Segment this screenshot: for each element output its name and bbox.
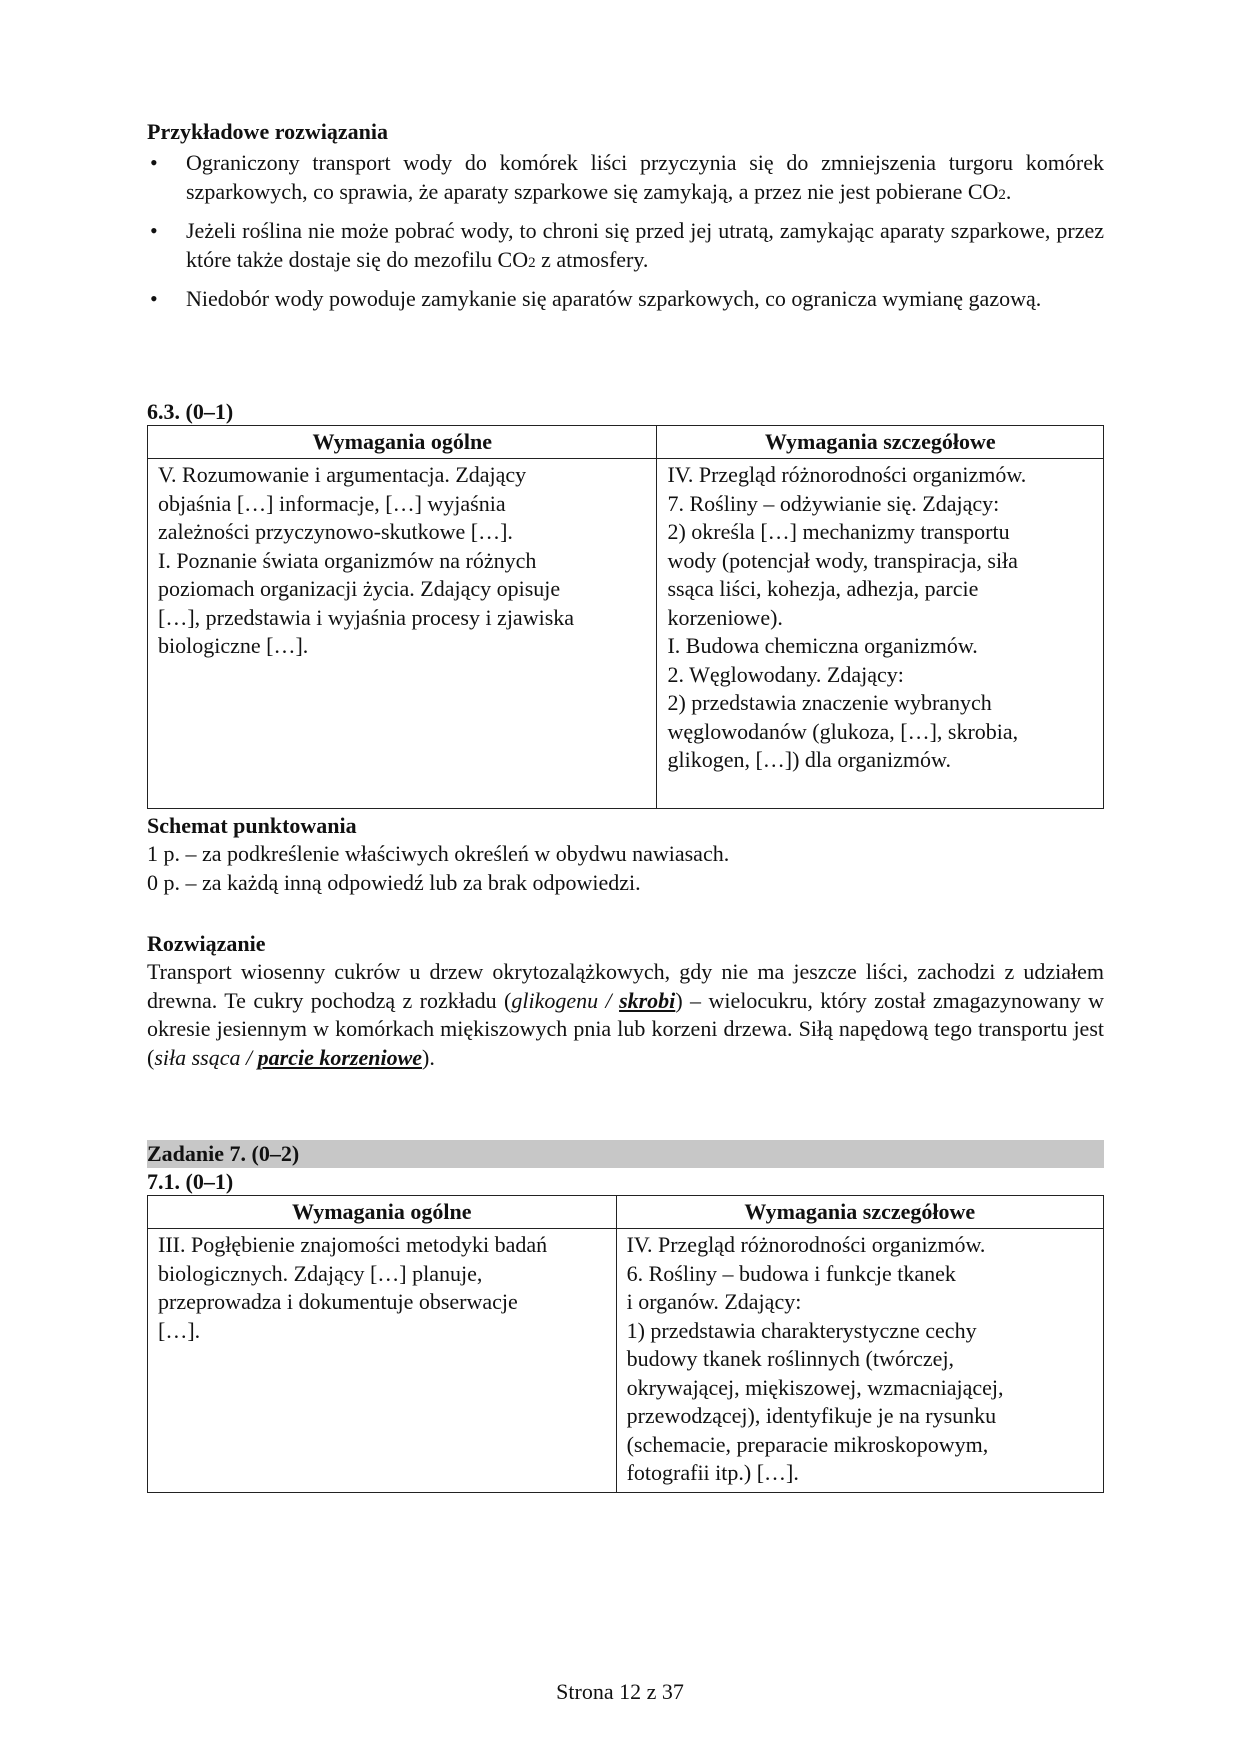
- solution-bullet: • Niedobór wody powoduje zamykanie się aparatów szparkowych, co ogranicza wymianę gazową.: [147, 285, 1104, 314]
- example-solutions-list: [147, 149, 1104, 322]
- scoring-heading: Schemat punktowania: [147, 813, 357, 838]
- specific-requirements-cell: IV. Przegląd różnorodności organizmów. 6. Rośliny – budowa i funkcje tkanek i organów. Zdający: 1) przedstawia charakterystyczne cechy budowy tkanek roślinnych (twórczej, okrywającej, miękiszowej, wzmacniającej, przewodzącej), identyfikuje je na rysunku (schemacie, preparacie mikroskopowym, fotografii itp.) […].: [616, 1229, 1103, 1493]
- specific-requirements-cell: IV. Przegląd różnorodności organizmów. 7. Rośliny – odżywianie się. Zdający: 2) określa […] mechanizmy transportu wody (potencjał wody, transpiracja, siła ssąca liści, kohezja, adhezja, parcie korzeniowe). I. Budowa chemiczna organizmów. 2. Węglowodany. Zdający: 2) przedstawia znaczenie wybranych węglowodanów (glukoza, […], skrobia, glikogen, […]) dla organizmów.: [657, 459, 1104, 809]
- column-header-general: Wymagania ogólne: [148, 1196, 617, 1229]
- option-glikogenu: glikogenu: [511, 987, 599, 1013]
- column-header-general: Wymagania ogólne: [148, 426, 657, 459]
- solution-bullet: • Ograniczony transport wody do komórek liści przyczynia się do zmniejszenia turgoru komórek szparkowych, co sprawia, że aparaty szparkowe się zamykają, a przez nie jest pobierane CO2.: [147, 149, 1104, 209]
- task-7-heading-bar: Zadanie 7. (0–2): [147, 1140, 1104, 1168]
- column-header-specific: Wymagania szczegółowe: [657, 426, 1104, 459]
- task-6-3-label: 6.3. (0–1): [147, 399, 234, 424]
- example-solutions-heading: Przykładowe rozwiązania: [147, 119, 388, 144]
- solution-bullet: • Jeżeli roślina nie może pobrać wody, to chroni się przed jej utratą, zamykając aparaty szparkowe, przez które także dostaje się do mezofilu CO2 z atmosfery.: [147, 217, 1104, 277]
- option-skrobi-selected: skrobi: [619, 987, 676, 1013]
- option-parcie-korzeniowe-selected: parcie korzeniowe: [257, 1044, 423, 1070]
- task-7-1-label: 7.1. (0–1): [147, 1169, 234, 1194]
- scoring-rules: 1 p. – za podkreślenie właściwych określeń w obydwu nawiasach. 0 p. – za każdą inną odpowiedź lub za brak odpowiedzi.: [147, 841, 730, 895]
- requirements-table-6-3: [147, 425, 1104, 809]
- requirements-table-7-1: [147, 1195, 1104, 1493]
- solution-heading: Rozwiązanie: [147, 931, 266, 956]
- column-header-specific: Wymagania szczegółowe: [616, 1196, 1103, 1229]
- option-sila-ssaca: siła ssąca: [154, 1044, 241, 1070]
- solution-text: Transport wiosenny cukrów u drzew okrytozalążkowych, gdy nie ma jeszcze liści, zachodzi z udziałem drewna. Te cukry pochodzą z rozkładu (glikogenu / skrobi) – wielocukru, który został zmagazynowany w okresie jesiennym w komórkach miękiszowych pnia lub korzeni drzewa. Siłą napędową tego transportu jest (siła ssąca / parcie korzeniowe).: [147, 959, 1104, 1070]
- general-requirements-cell: III. Pogłębienie znajomości metodyki badań biologicznych. Zdający […] planuje, przeprowadza i dokumentuje obserwacje […].: [148, 1229, 617, 1493]
- general-requirements-cell: V. Rozumowanie i argumentacja. Zdający objaśnia […] informacje, […] wyjaśnia zależności przyczynowo-skutkowe […]. I. Poznanie świata organizmów na różnych poziomach organizacji życia. Zdający opisuje […], przedstawia i wyjaśnia procesy i zjawiska biologiczne […].: [148, 459, 657, 809]
- page-number-footer: Strona 12 z 37: [556, 1679, 684, 1704]
